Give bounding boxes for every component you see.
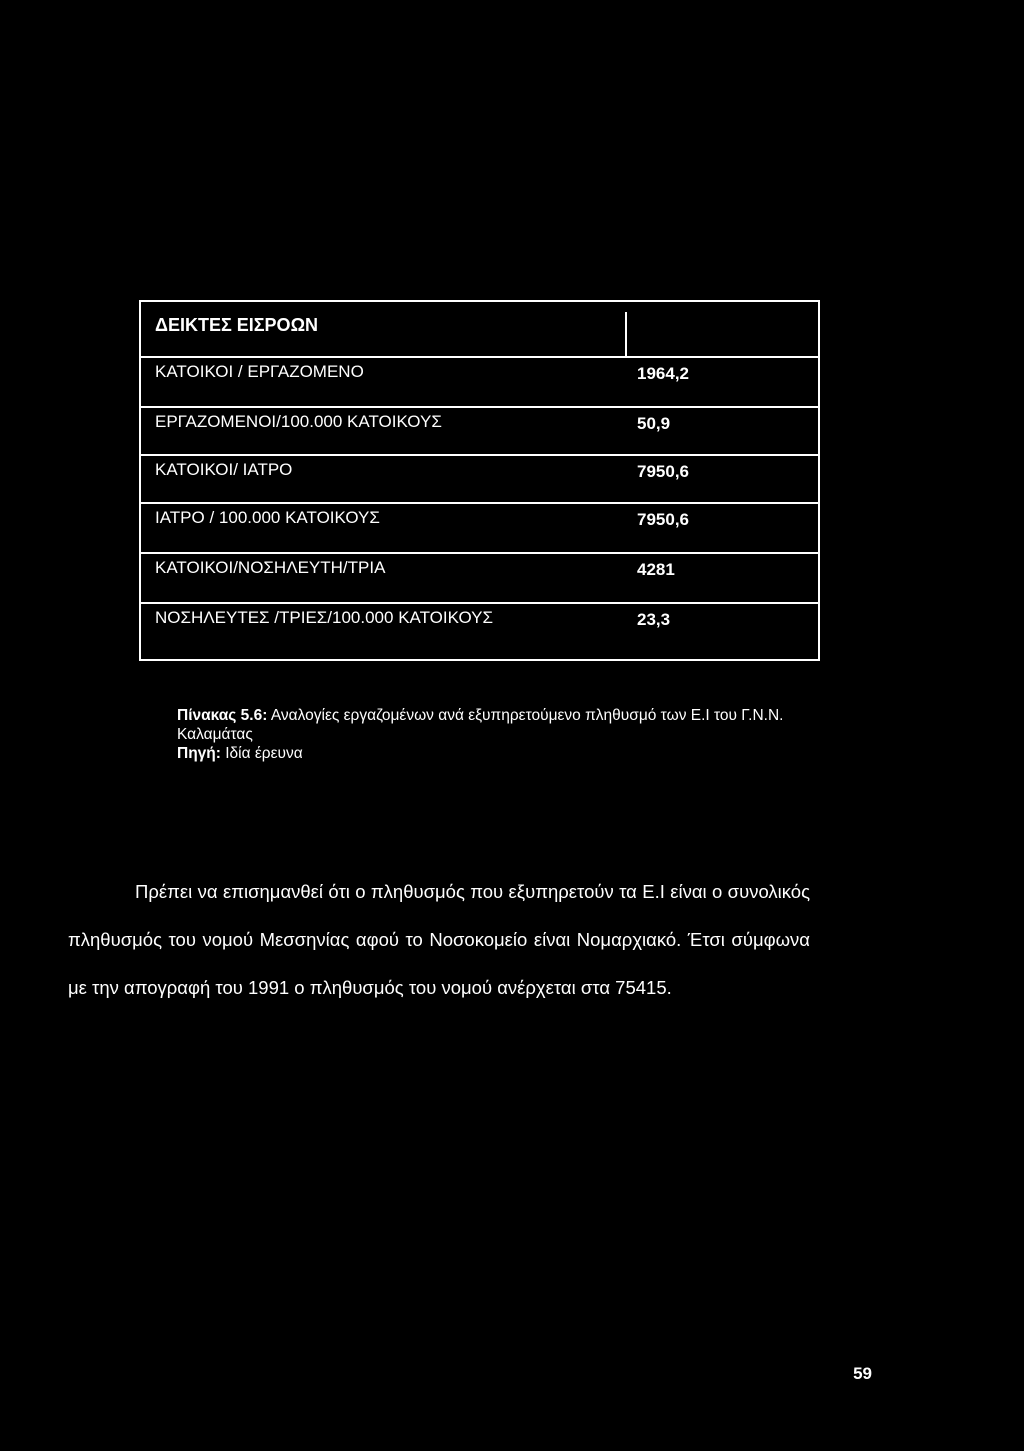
- table-row: [141, 502, 818, 550]
- table-row: [141, 356, 818, 404]
- page-number: 59: [853, 1364, 872, 1383]
- row-value: 7950,6: [637, 510, 689, 529]
- caption-table-text: Αναλογίες εργαζομένων ανά εξυπηρετούμενο πληθυσμό των Ε.Ι του Γ.Ν.Ν. Καλαμάτας: [177, 707, 784, 743]
- row-value: 4281: [637, 560, 675, 579]
- row-label: ΝΟΣΗΛΕΥΤΕΣ /ΤΡΙΕΣ/100.000 ΚΑΤΟΙΚΟΥΣ: [155, 608, 493, 627]
- caption-source-line: [177, 744, 817, 763]
- body-paragraph: Πρέπει να επισημανθεί ότι ο πληθυσμός που εξυπηρετούν τα Ε.Ι είναι ο συνολικός πληθυσμός του νομού Μεσσηνίας αφού το Νοσοκομείο είναι Νομαρχιακό. Έτσι σύμφωνα με την απογραφή του 1991 ο πληθυσμός του νομού ανέρχεται στα 75415.: [68, 881, 810, 998]
- row-label: ΚΑΤΟΙΚΟΙ/ ΙΑΤΡΟ: [155, 460, 293, 479]
- caption-source-label: Πηγή:: [177, 745, 221, 762]
- caption-source-text: Ιδία έρευνα: [225, 745, 303, 762]
- table-row: [141, 404, 818, 452]
- row-value: 23,3: [637, 610, 671, 629]
- row-divider: [141, 552, 818, 554]
- row-divider: [141, 356, 818, 358]
- caption-table-line: [177, 706, 817, 744]
- row-label: ΚΑΤΟΙΚΟΙ/ΝΟΣΗΛΕΥΤΗ/ΤΡΙΑ: [155, 558, 386, 577]
- row-divider: [141, 406, 818, 408]
- row-divider: [141, 454, 818, 456]
- table-row: [141, 454, 818, 502]
- row-label: ΚΑΤΟΙΚΟΙ / ΕΡΓΑΖΟΜΕΝΟ: [155, 362, 364, 381]
- table-header: ΔΕΙΚΤΕΣ ΕΙΣΡΟΩΝ: [155, 315, 318, 335]
- row-divider: [141, 502, 818, 504]
- row-value: 7950,6: [637, 462, 689, 481]
- header-value-cell: [625, 312, 820, 356]
- row-label: ΕΡΓΑΖΟΜΕΝΟΙ/100.000 ΚΑΤΟΙΚΟΥΣ: [155, 412, 442, 431]
- body-paragraph-container: [68, 868, 810, 1012]
- row-divider: [141, 602, 818, 604]
- row-value: 50,9: [637, 414, 671, 433]
- table-row: [141, 552, 818, 600]
- row-label: ΙΑΤΡΟ / 100.000 ΚΑΤΟΙΚΟΥΣ: [155, 508, 380, 527]
- row-value: 1964,2: [637, 364, 689, 383]
- table-caption: [177, 706, 817, 763]
- table-row: [141, 600, 818, 648]
- caption-table-label: Πίνακας 5.6:: [177, 707, 268, 724]
- indicators-table: [139, 300, 820, 661]
